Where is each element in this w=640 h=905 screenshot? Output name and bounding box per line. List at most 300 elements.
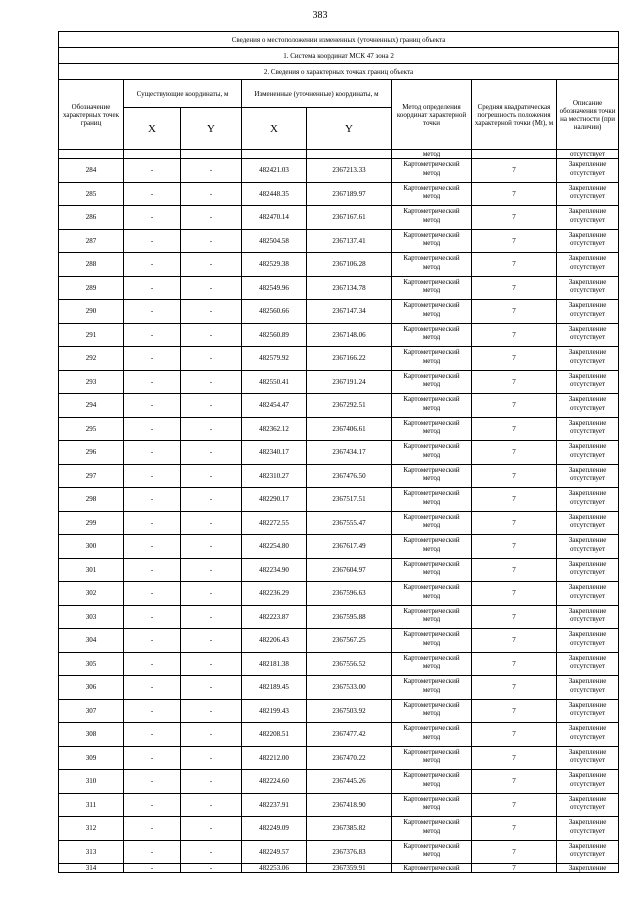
cell-changed-y: 2367595.88	[307, 605, 392, 629]
page-number: 383	[312, 10, 328, 21]
cell-point-id: 305	[59, 652, 124, 676]
cell-method	[392, 394, 472, 418]
table-row	[59, 746, 619, 770]
header-error: Средняя квадратическая погрешность положения характерной точки (Mt), м	[472, 80, 557, 150]
table-row	[59, 229, 619, 253]
coordinate-system-title: 1. Система координат МСК 47 зона 2	[59, 48, 619, 64]
cell-method	[392, 488, 472, 512]
table-row	[59, 629, 619, 653]
table-row	[59, 840, 619, 864]
cell-description	[557, 793, 619, 817]
cell-existing-x: -	[124, 370, 181, 394]
cell-description	[557, 864, 619, 873]
cell-changed-y: 2367533.00	[307, 676, 392, 700]
cell-description-line2: отсутствует	[570, 850, 606, 858]
cell-existing-x: -	[124, 464, 181, 488]
table-row	[59, 323, 619, 347]
cell-description-line2: отсутствует	[570, 427, 606, 435]
cell-changed-y: 2367359.91	[307, 864, 392, 873]
cell-point-id: 308	[59, 723, 124, 747]
cell-method-line2: метод	[422, 638, 441, 647]
cell-error: 7	[472, 488, 557, 512]
carryover-cell	[307, 150, 392, 159]
cell-method-line2: метод	[422, 662, 441, 670]
table-row	[59, 511, 619, 535]
cell-description-line1: Закрепление	[568, 559, 607, 568]
cell-error: 7	[472, 605, 557, 629]
cell-point-id: 286	[59, 206, 124, 230]
cell-description-line1: Закрепление	[568, 512, 607, 521]
cell-existing-y: -	[181, 840, 242, 864]
cell-description	[557, 323, 619, 347]
cell-existing-x: -	[124, 793, 181, 817]
cell-description-line2: отсутствует	[570, 168, 606, 177]
cell-existing-y: -	[181, 652, 242, 676]
cell-description-line1: Закрепление	[568, 630, 607, 638]
cell-point-id: 294	[59, 394, 124, 418]
cell-existing-y: -	[181, 582, 242, 606]
cell-method-line2: метод	[422, 615, 441, 623]
table-row	[59, 488, 619, 512]
cell-method-line1: Картометрический	[403, 395, 460, 403]
cell-method-line2: метод	[422, 168, 441, 177]
cell-changed-x: 482224.60	[242, 770, 307, 794]
cell-error: 7	[472, 394, 557, 418]
cell-existing-x: -	[124, 652, 181, 676]
cell-method	[392, 629, 472, 653]
cell-point-id: 311	[59, 793, 124, 817]
cell-description-line2: отсутствует	[570, 474, 606, 482]
cell-method	[392, 323, 472, 347]
cell-error: 7	[472, 370, 557, 394]
cell-description	[557, 276, 619, 300]
cell-description	[557, 441, 619, 465]
header-existing-coords: Существующие координаты, м	[124, 80, 242, 108]
cell-error: 7	[472, 276, 557, 300]
cell-changed-x: 482199.43	[242, 699, 307, 723]
cell-existing-x: -	[124, 840, 181, 864]
cell-changed-y: 2367503.92	[307, 699, 392, 723]
cell-changed-y: 2367137.41	[307, 229, 392, 253]
cell-error: 7	[472, 206, 557, 230]
cell-description	[557, 746, 619, 770]
cell-error: 7	[472, 535, 557, 559]
cell-method-line2: метод	[422, 474, 441, 482]
cell-existing-x: -	[124, 864, 181, 873]
cell-method-line1: Картометрический	[403, 442, 460, 450]
cell-changed-x: 482550.41	[242, 370, 307, 394]
cell-description-line2: отсутствует	[570, 685, 606, 694]
cell-description-line1: Закрепление	[568, 371, 607, 380]
cell-changed-y: 2367517.51	[307, 488, 392, 512]
cell-method	[392, 558, 472, 582]
cell-method	[392, 347, 472, 371]
cell-existing-x: -	[124, 347, 181, 371]
cell-error: 7	[472, 347, 557, 371]
cell-error: 7	[472, 746, 557, 770]
cell-method-line1: Картометрический	[403, 724, 460, 732]
cell-description-line2: отсутствует	[570, 709, 606, 717]
cell-point-id: 301	[59, 558, 124, 582]
cell-point-id: 303	[59, 605, 124, 629]
cell-method	[392, 676, 472, 700]
cell-description	[557, 347, 619, 371]
cell-point-id: 287	[59, 229, 124, 253]
cell-method-line1: Картометрический	[403, 230, 460, 239]
table-row	[59, 535, 619, 559]
cell-description-line2: отсутствует	[570, 591, 606, 600]
cell-description-line2: отсутствует	[570, 521, 606, 529]
cell-method	[392, 699, 472, 723]
cell-existing-y: -	[181, 182, 242, 206]
carryover-cell	[472, 150, 557, 159]
cell-existing-x: -	[124, 770, 181, 794]
cell-method-line1: Картометрический	[403, 348, 460, 356]
table-row	[59, 582, 619, 606]
cell-existing-y: -	[181, 817, 242, 841]
cell-description	[557, 370, 619, 394]
cell-changed-y: 2367189.97	[307, 182, 392, 206]
cell-method	[392, 864, 472, 873]
cell-point-id: 296	[59, 441, 124, 465]
cell-description-line1: Закрепление	[568, 794, 607, 803]
cell-changed-y: 2367556.52	[307, 652, 392, 676]
cell-point-id: 284	[59, 159, 124, 183]
cell-description	[557, 417, 619, 441]
cell-method	[392, 793, 472, 817]
cell-method	[392, 441, 472, 465]
cell-method-line1: Картометрический	[403, 324, 460, 333]
cell-point-id: 289	[59, 276, 124, 300]
cell-description-line2: отсутствует	[570, 803, 606, 811]
cell-method-line1: Картометрический	[403, 583, 460, 591]
cell-method-line2: метод	[422, 497, 441, 506]
cell-description	[557, 229, 619, 253]
table-row	[59, 300, 619, 324]
cell-description	[557, 300, 619, 324]
cell-changed-y: 2367292.51	[307, 394, 392, 418]
cell-description-line2: отсутствует	[570, 239, 606, 247]
cell-changed-y: 2367406.61	[307, 417, 392, 441]
cell-method-line2: метод	[422, 732, 441, 741]
cell-description-line1: Закрепление	[568, 348, 607, 356]
cell-point-id: 291	[59, 323, 124, 347]
cell-changed-x: 482253.06	[242, 864, 307, 873]
cell-method-line1: Картометрический	[403, 864, 460, 872]
cell-changed-y: 2367418.90	[307, 793, 392, 817]
cell-method-line2: метод	[422, 309, 441, 318]
cell-error: 7	[472, 300, 557, 324]
cell-method-line1: Картометрический	[403, 277, 460, 286]
cell-method	[392, 582, 472, 606]
cell-error: 7	[472, 723, 557, 747]
cell-method-line2: метод	[422, 826, 441, 835]
cell-description	[557, 182, 619, 206]
cell-method-line1: Картометрический	[403, 301, 460, 309]
cell-changed-x: 482310.27	[242, 464, 307, 488]
cell-method-line1: Картометрический	[403, 207, 460, 215]
cell-description-line2: отсутствует	[570, 215, 606, 224]
cell-changed-x: 482579.92	[242, 347, 307, 371]
cell-method-line2: метод	[422, 521, 441, 529]
cell-changed-y: 2367604.97	[307, 558, 392, 582]
cell-method-line2: метод	[422, 380, 441, 388]
cell-method-line2: метод	[422, 215, 441, 224]
cell-existing-y: -	[181, 864, 242, 873]
boundary-points-table	[58, 31, 619, 873]
cell-method-line2: метод	[422, 356, 441, 365]
table-row	[59, 394, 619, 418]
cell-method-line1: Картометрический	[403, 677, 460, 685]
cell-existing-x: -	[124, 699, 181, 723]
cell-description-line2: отсутствует	[570, 638, 606, 647]
cell-method-line1: Картометрический	[403, 771, 460, 779]
cell-existing-x: -	[124, 300, 181, 324]
cell-changed-x: 482208.51	[242, 723, 307, 747]
cell-point-id: 312	[59, 817, 124, 841]
carryover-cell	[124, 150, 181, 159]
cell-existing-y: -	[181, 488, 242, 512]
header-existing-x: X	[124, 108, 181, 150]
cell-error: 7	[472, 229, 557, 253]
cell-changed-x: 482470.14	[242, 206, 307, 230]
cell-method	[392, 370, 472, 394]
cell-changed-y: 2367477.42	[307, 723, 392, 747]
cell-description-line2: отсутствует	[570, 662, 606, 670]
cell-error: 7	[472, 817, 557, 841]
cell-existing-x: -	[124, 511, 181, 535]
cell-description-line1: Закрепление	[568, 653, 607, 662]
cell-error: 7	[472, 770, 557, 794]
cell-point-id: 297	[59, 464, 124, 488]
cell-existing-y: -	[181, 723, 242, 747]
cell-description	[557, 394, 619, 418]
cell-changed-x: 482249.57	[242, 840, 307, 864]
cell-error: 7	[472, 793, 557, 817]
cell-method-line2: метод	[422, 850, 441, 858]
cell-method-line1: Картометрический	[403, 606, 460, 615]
carryover-row	[59, 150, 619, 159]
cell-method	[392, 652, 472, 676]
cell-description-line2: отсутствует	[570, 450, 606, 459]
cell-error: 7	[472, 182, 557, 206]
cell-description-line2: отсутствует	[570, 192, 606, 200]
cell-existing-x: -	[124, 182, 181, 206]
carryover-method: метод	[392, 150, 472, 159]
cell-description	[557, 535, 619, 559]
cell-existing-x: -	[124, 394, 181, 418]
cell-changed-x: 482448.35	[242, 182, 307, 206]
cell-description	[557, 652, 619, 676]
cell-changed-x: 482340.17	[242, 441, 307, 465]
cell-method-line2: метод	[422, 544, 441, 553]
cell-changed-x: 482560.66	[242, 300, 307, 324]
cell-method-line1: Картометрический	[403, 512, 460, 521]
cell-method-line2: метод	[422, 685, 441, 694]
cell-existing-y: -	[181, 253, 242, 277]
header-description: Описание обозначения точки на местности (при наличии)	[557, 80, 619, 150]
cell-existing-y: -	[181, 229, 242, 253]
cell-description-line2: отсутствует	[570, 568, 606, 576]
table-row	[59, 723, 619, 747]
cell-description	[557, 817, 619, 841]
cell-existing-y: -	[181, 323, 242, 347]
cell-method-line1: Картометрический	[403, 254, 460, 262]
cell-changed-x: 482504.58	[242, 229, 307, 253]
cell-existing-y: -	[181, 770, 242, 794]
cell-description-line1: Закрепление	[568, 771, 607, 779]
cell-changed-y: 2367434.17	[307, 441, 392, 465]
cell-existing-x: -	[124, 535, 181, 559]
cell-changed-y: 2367596.63	[307, 582, 392, 606]
cell-existing-y: -	[181, 629, 242, 653]
cell-error: 7	[472, 582, 557, 606]
cell-point-id: 307	[59, 699, 124, 723]
cell-description-line1: Закрепление	[568, 489, 607, 497]
table-row	[59, 159, 619, 183]
cell-error: 7	[472, 676, 557, 700]
cell-method-line1: Картометрический	[403, 418, 460, 427]
cell-description	[557, 605, 619, 629]
cell-existing-x: -	[124, 629, 181, 653]
cell-method-line1: Картометрический	[403, 818, 460, 826]
table-row	[59, 464, 619, 488]
cell-method-line2: метод	[422, 262, 441, 271]
cell-changed-x: 482254.80	[242, 535, 307, 559]
table-row	[59, 864, 619, 873]
cell-method	[392, 746, 472, 770]
cell-method	[392, 723, 472, 747]
cell-method-line1: Картометрический	[403, 183, 460, 192]
cell-changed-y: 2367147.34	[307, 300, 392, 324]
cell-point-id: 293	[59, 370, 124, 394]
table-row	[59, 676, 619, 700]
cell-error: 7	[472, 629, 557, 653]
header-point-label: Обозначение характерных точек границ	[59, 80, 124, 150]
cell-description	[557, 840, 619, 864]
cell-point-id: 290	[59, 300, 124, 324]
cell-description	[557, 511, 619, 535]
cell-method-line1: Картометрический	[403, 794, 460, 803]
cell-method	[392, 417, 472, 441]
cell-description-line2: отсутствует	[570, 262, 606, 271]
cell-method	[392, 300, 472, 324]
cell-description-line1: Закрепление	[568, 583, 607, 591]
cell-error: 7	[472, 464, 557, 488]
header-changed-coords: Измененные (уточненные) координаты, м	[242, 80, 392, 108]
table-row	[59, 253, 619, 277]
cell-description-line1: Закрепление	[568, 277, 607, 286]
cell-method-line2: метод	[422, 803, 441, 811]
cell-existing-x: -	[124, 582, 181, 606]
cell-method-line2: метод	[422, 192, 441, 200]
cell-existing-x: -	[124, 323, 181, 347]
cell-point-id: 314	[59, 864, 124, 873]
cell-description-line2: отсутствует	[570, 403, 606, 412]
cell-method	[392, 605, 472, 629]
cell-changed-y: 2367385.82	[307, 817, 392, 841]
cell-changed-x: 482181.38	[242, 652, 307, 676]
cell-point-id: 292	[59, 347, 124, 371]
cell-method-line2: метод	[422, 756, 441, 764]
cell-changed-x: 482454.47	[242, 394, 307, 418]
cell-changed-y: 2367213.33	[307, 159, 392, 183]
cell-description	[557, 676, 619, 700]
cell-method-line1: Картометрический	[403, 630, 460, 638]
cell-changed-x: 482236.29	[242, 582, 307, 606]
cell-description-line2: отсутствует	[570, 779, 606, 788]
carryover-cell	[242, 150, 307, 159]
cell-method-line1: Картометрический	[403, 465, 460, 474]
cell-method-line2: метод	[422, 239, 441, 247]
cell-description-line1: Закрепление	[568, 724, 607, 732]
table-row	[59, 652, 619, 676]
cell-method-line1: Картометрический	[403, 841, 460, 850]
cell-existing-y: -	[181, 441, 242, 465]
table-row	[59, 793, 619, 817]
table-row	[59, 370, 619, 394]
cell-description-line1: Закрепление	[568, 700, 607, 709]
cell-changed-x: 482206.43	[242, 629, 307, 653]
cell-changed-x: 482223.87	[242, 605, 307, 629]
cell-description-line2: отсутствует	[570, 309, 606, 318]
cell-method	[392, 464, 472, 488]
cell-method-line2: метод	[422, 568, 441, 576]
table-row	[59, 605, 619, 629]
cell-description-line2: отсутствует	[570, 826, 606, 835]
cell-description-line2: отсутствует	[570, 286, 606, 294]
cell-changed-y: 2367617.49	[307, 535, 392, 559]
cell-error: 7	[472, 652, 557, 676]
cell-method	[392, 276, 472, 300]
cell-method-line2: метод	[422, 333, 441, 341]
table-row	[59, 770, 619, 794]
cell-method-line2: метод	[422, 709, 441, 717]
table-row	[59, 347, 619, 371]
cell-method-line1: Картометрический	[403, 700, 460, 709]
cell-method-line1: Картометрический	[403, 653, 460, 662]
cell-existing-y: -	[181, 300, 242, 324]
cell-description	[557, 206, 619, 230]
cell-description-line2: отсутствует	[570, 544, 606, 553]
cell-description-line1: Закрепление	[568, 207, 607, 215]
cell-point-id: 310	[59, 770, 124, 794]
cell-existing-y: -	[181, 276, 242, 300]
cell-point-id: 288	[59, 253, 124, 277]
cell-changed-y: 2367376.83	[307, 840, 392, 864]
cell-method	[392, 229, 472, 253]
cell-description-line1: Закрепление	[568, 841, 607, 850]
cell-description-line1: Закрепление	[568, 230, 607, 239]
cell-changed-y: 2367191.24	[307, 370, 392, 394]
cell-method-line2: метод	[422, 779, 441, 788]
cell-error: 7	[472, 159, 557, 183]
cell-changed-x: 482560.89	[242, 323, 307, 347]
cell-method-line2: метод	[422, 591, 441, 600]
cell-description-line1: Закрепление	[568, 324, 607, 333]
cell-changed-x: 482237.91	[242, 793, 307, 817]
cell-error: 7	[472, 840, 557, 864]
cell-existing-x: -	[124, 746, 181, 770]
table-row	[59, 206, 619, 230]
cell-changed-x: 482272.55	[242, 511, 307, 535]
cell-error: 7	[472, 253, 557, 277]
table-title: Сведения о местоположении измененных (уточненных) границ объекта	[59, 32, 619, 48]
cell-existing-y: -	[181, 464, 242, 488]
cell-description	[557, 253, 619, 277]
cell-existing-y: -	[181, 793, 242, 817]
cell-changed-y: 2367148.06	[307, 323, 392, 347]
